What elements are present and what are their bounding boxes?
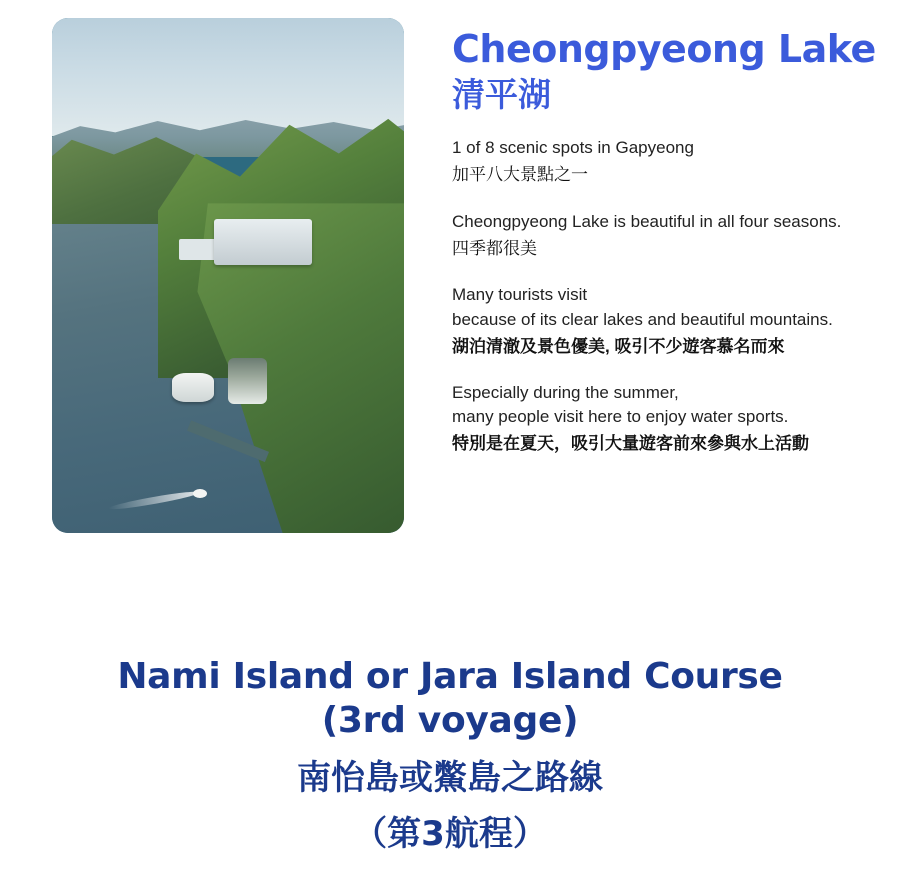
description-paragraph-4 <box>452 381 882 457</box>
place-title-zh: 清平湖 <box>452 74 551 114</box>
paragraph-4-en-line-1: Especially during the summer, <box>452 383 679 403</box>
paragraph-3-en-line-2: because of its clear lakes and beautiful mountains. <box>452 309 833 329</box>
description-paragraph-1 <box>452 136 882 188</box>
paragraph-2-en-line-1: Cheongpyeong Lake is beautiful in all four seasons. <box>452 211 842 231</box>
paragraph-4-zh-line-1: 特別是在夏天，吸引大量遊客前來參與水上活動 <box>452 434 809 454</box>
photo-sky <box>52 18 404 136</box>
paragraph-2-zh-line-1: 四季都很美 <box>452 238 537 258</box>
course-title-en-line-1: Nami Island or Jara Island Course <box>117 656 783 697</box>
paragraph-1-zh-line-1: 加平八大景點之一 <box>452 165 588 185</box>
photo-dock-tower <box>228 358 267 404</box>
course-title-en-line-2: (3rd voyage) <box>321 699 579 741</box>
photo-ferry-boat <box>172 373 214 401</box>
paragraph-4-en-line-2: many people visit here to enjoy water sports. <box>452 407 789 427</box>
paragraph-1-en-line-1: 1 of 8 scenic spots in Gapyeong <box>452 138 694 158</box>
description-paragraph-2 <box>452 210 882 262</box>
cheongpyeong-lake-photo <box>52 18 404 533</box>
place-info <box>452 18 882 457</box>
photo-terminal-building <box>214 219 313 265</box>
course-title-zh-line-2: （第3航程） <box>353 814 547 855</box>
place-title-en: Cheongpyeong Lake <box>452 27 876 71</box>
paragraph-3-zh-line-1: 湖泊清澈及景色優美, 吸引不少遊客慕名而來 <box>452 336 785 356</box>
course-heading-section <box>0 655 900 856</box>
course-title-zh-line-1: 南怡島或鱉島之路線 <box>297 757 603 798</box>
paragraph-3-en-line-1: Many tourists visit <box>452 285 588 305</box>
description-paragraph-3 <box>452 283 882 359</box>
